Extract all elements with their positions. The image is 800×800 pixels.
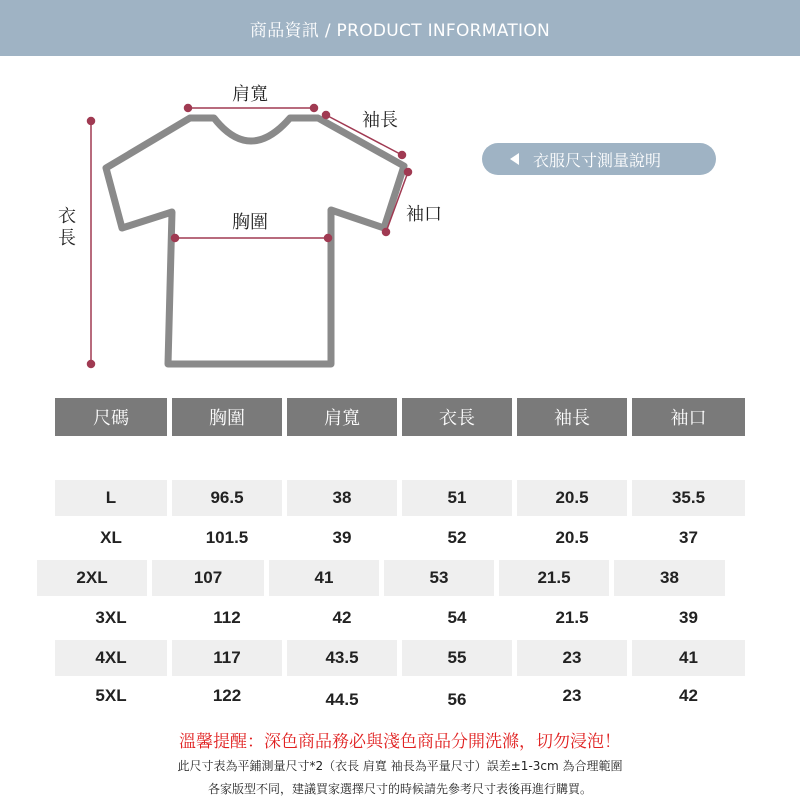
tshirt-shape: [106, 118, 404, 364]
cell-shoulder: 43.5: [287, 640, 397, 676]
cell-cuff: 37: [679, 528, 698, 547]
header-chest: 胸圍: [172, 398, 282, 436]
table-row: [0, 640, 800, 676]
cell-length: 54: [447, 608, 467, 627]
tshirt-outline-icon: [0, 56, 800, 396]
play-left-icon: [510, 153, 519, 165]
cell-sleeve-length: 23: [517, 640, 627, 676]
header-length: 衣長: [402, 398, 512, 436]
cell-shoulder: 44.5: [325, 690, 359, 709]
cell-chest: 112: [213, 608, 241, 627]
table-row: [0, 678, 800, 714]
cell-cuff: 39: [679, 608, 698, 627]
size-diagram: [0, 56, 800, 396]
cell-cuff: 41: [632, 640, 745, 676]
cell-cuff: 35.5: [632, 480, 745, 516]
cell-size: L: [55, 480, 167, 516]
header-bar: [0, 0, 800, 56]
header-cuff: 袖口: [632, 398, 745, 436]
cell-size: 5XL: [95, 686, 127, 705]
cuff-label: 袖口: [406, 204, 442, 225]
table-row: [0, 560, 800, 596]
size-table-header: [0, 398, 800, 436]
chest-label: 胸圍: [232, 212, 268, 233]
cell-shoulder: 41: [269, 560, 379, 596]
care-notice: 溫馨提醒：深色商品務必與淺色商品分開洗滌，切勿浸泡！: [179, 732, 621, 752]
cell-shoulder: 42: [332, 608, 352, 627]
cell-size: 2XL: [37, 560, 147, 596]
cell-length: 55: [402, 640, 512, 676]
table-row: [0, 600, 800, 636]
sleeve-length-label: 袖長: [362, 110, 398, 131]
table-row: [0, 480, 800, 516]
cell-sleeve-length: 21.5: [499, 560, 609, 596]
cell-length: 51: [402, 480, 512, 516]
measurement-guide-label: 衣服尺寸測量說明: [533, 150, 662, 170]
cell-cuff: 38: [614, 560, 725, 596]
measurement-note: 此尺寸表為平鋪測量尺寸*2（衣長 肩寬 袖長為平量尺寸）誤差±1-3cm 為合理範圍: [177, 759, 623, 773]
shoulder-label: 肩寬: [232, 84, 268, 105]
cell-chest: 96.5: [172, 480, 282, 516]
measurement-guide-button[interactable]: [482, 143, 716, 175]
fit-advice-note: 各家版型不同，建議買家選擇尺寸的時候請先參考尺寸表後再進行購買。: [207, 782, 592, 796]
cell-length: 52: [447, 528, 467, 547]
cell-sleeve-length: 20.5: [555, 528, 589, 547]
cell-length: 53: [384, 560, 494, 596]
cell-sleeve-length: 20.5: [517, 480, 627, 516]
cell-length: 56: [447, 690, 467, 709]
cell-cuff: 42: [679, 686, 698, 705]
cell-chest: 117: [172, 640, 282, 676]
cell-sleeve-length: 21.5: [555, 608, 589, 627]
page-title: 商品資訊 / PRODUCT INFORMATION: [249, 20, 551, 41]
cell-shoulder: 38: [287, 480, 397, 516]
header-sleeve-length: 袖長: [517, 398, 627, 436]
cell-chest: 101.5: [205, 528, 249, 547]
cell-size: 3XL: [95, 608, 127, 627]
header-shoulder: 肩寬: [287, 398, 397, 436]
table-row: [0, 520, 800, 556]
length-label: 衣長: [58, 206, 76, 249]
header-size: 尺碼: [55, 398, 167, 436]
cell-chest: 107: [152, 560, 264, 596]
cell-sleeve-length: 23: [562, 686, 582, 705]
cell-size: XL: [100, 528, 122, 547]
cell-chest: 122: [212, 686, 242, 705]
cell-shoulder: 39: [332, 528, 352, 547]
cell-size: 4XL: [55, 640, 167, 676]
